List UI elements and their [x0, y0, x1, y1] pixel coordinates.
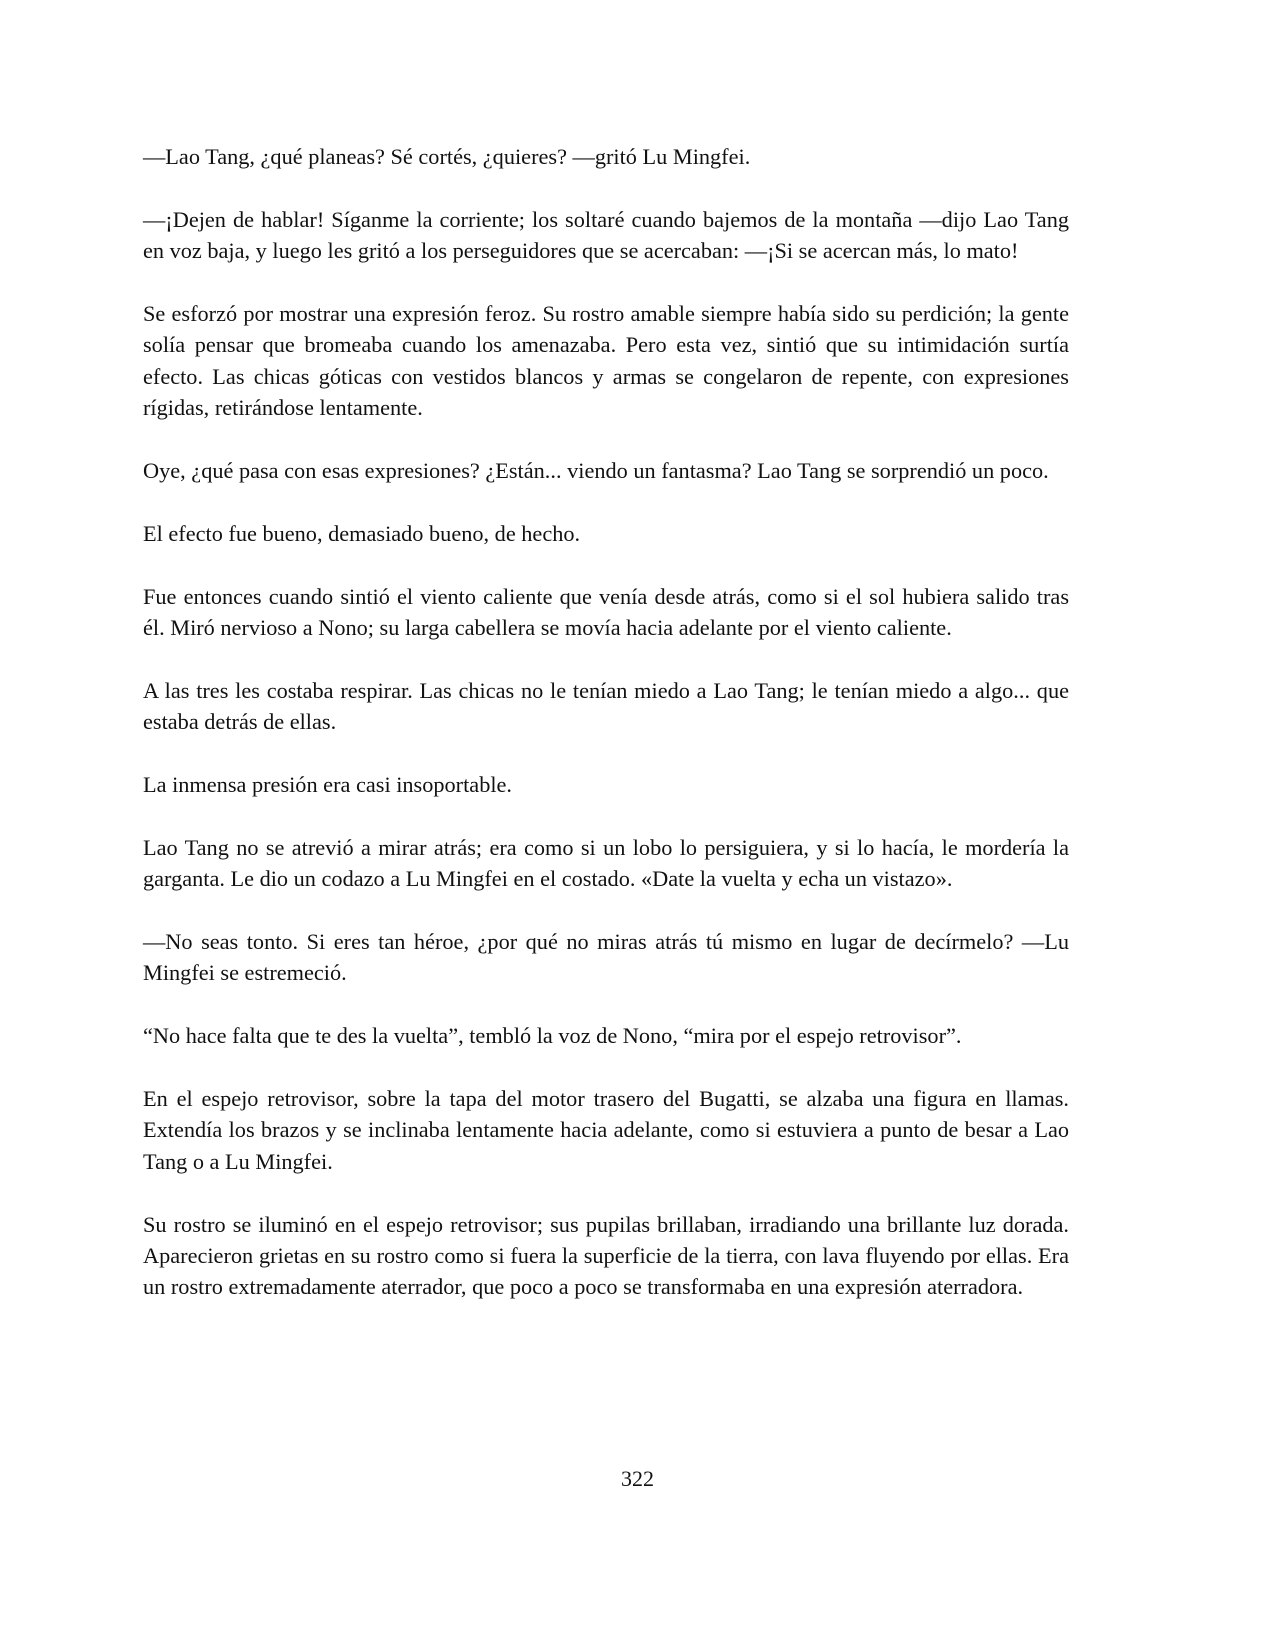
paragraph: En el espejo retrovisor, sobre la tapa del motor trasero del Bugatti, se alzaba una figura en llamas. Extendía los brazos y se inclinaba lentamente hacia adelante, como si estuviera a punto de besar a Lao Tang o a Lu Mingfei.	[143, 1086, 1069, 1174]
paragraph: —No seas tonto. Si eres tan héroe, ¿por qué no miras atrás tú mismo en lugar de decírmelo? —Lu Mingfei se estremeció.	[143, 929, 1069, 986]
paragraph: “No hace falta que te des la vuelta”, tembló la voz de Nono, “mira por el espejo retrovisor”.	[143, 1023, 962, 1049]
paragraph: Se esforzó por mostrar una expresión feroz. Su rostro amable siempre había sido su perdición; la gente solía pensar que bromeaba cuando los amenazaba. Pero esta vez, sintió que su intimidación surtía efecto. Las chicas góticas con vestidos blancos y armas se congelaron de repente, con expresiones rígidas, retirándose lentamente.	[143, 301, 1069, 421]
paragraph: Lao Tang no se atrevió a mirar atrás; era como si un lobo lo persiguiera, y si lo hacía, le mordería la garganta. Le dio un codazo a Lu Mingfei en el costado. «Date la vuelta y echa un vistazo».	[143, 834, 1069, 892]
page-body	[143, 141, 1069, 1334]
paragraph: —¡Dejen de hablar! Síganme la corriente; los soltaré cuando bajemos de la montaña —dijo Lao Tang en voz baja, y luego les gritó a los perseguidores que se acercaban: —¡Si se acercan más, lo mato!	[143, 206, 1069, 264]
paragraph: El efecto fue bueno, demasiado bueno, de hecho.	[143, 520, 581, 546]
page-number: 322	[621, 1466, 654, 1491]
paragraph: Su rostro se iluminó en el espejo retrovisor; sus pupilas brillaban, irradiando una brillante luz dorada. Aparecieron grietas en su rostro como si fuera la superficie de la tierra, con lava fluyendo por ellas. Era un rostro extremadamente aterrador, que poco a poco se transformaba en una expresión aterradora.	[143, 1211, 1069, 1300]
paragraph: La inmensa presión era casi insoportable.	[143, 772, 513, 798]
paragraph: Oye, ¿qué pasa con esas expresiones? ¿Están... viendo un fantasma? Lao Tang se sorprendió un poco.	[143, 458, 1049, 484]
paragraph: —Lao Tang, ¿qué planeas? Sé cortés, ¿quieres? —gritó Lu Mingfei.	[143, 144, 751, 169]
paragraph: Fue entonces cuando sintió el viento caliente que venía desde atrás, como si el sol hubiera salido tras él. Miró nervioso a Nono; su larga cabellera se movía hacia adelante por el viento caliente.	[143, 583, 1069, 641]
paragraph: A las tres les costaba respirar. Las chicas no le tenían miedo a Lao Tang; le tenían miedo a algo... que estaba detrás de ellas.	[143, 677, 1069, 735]
